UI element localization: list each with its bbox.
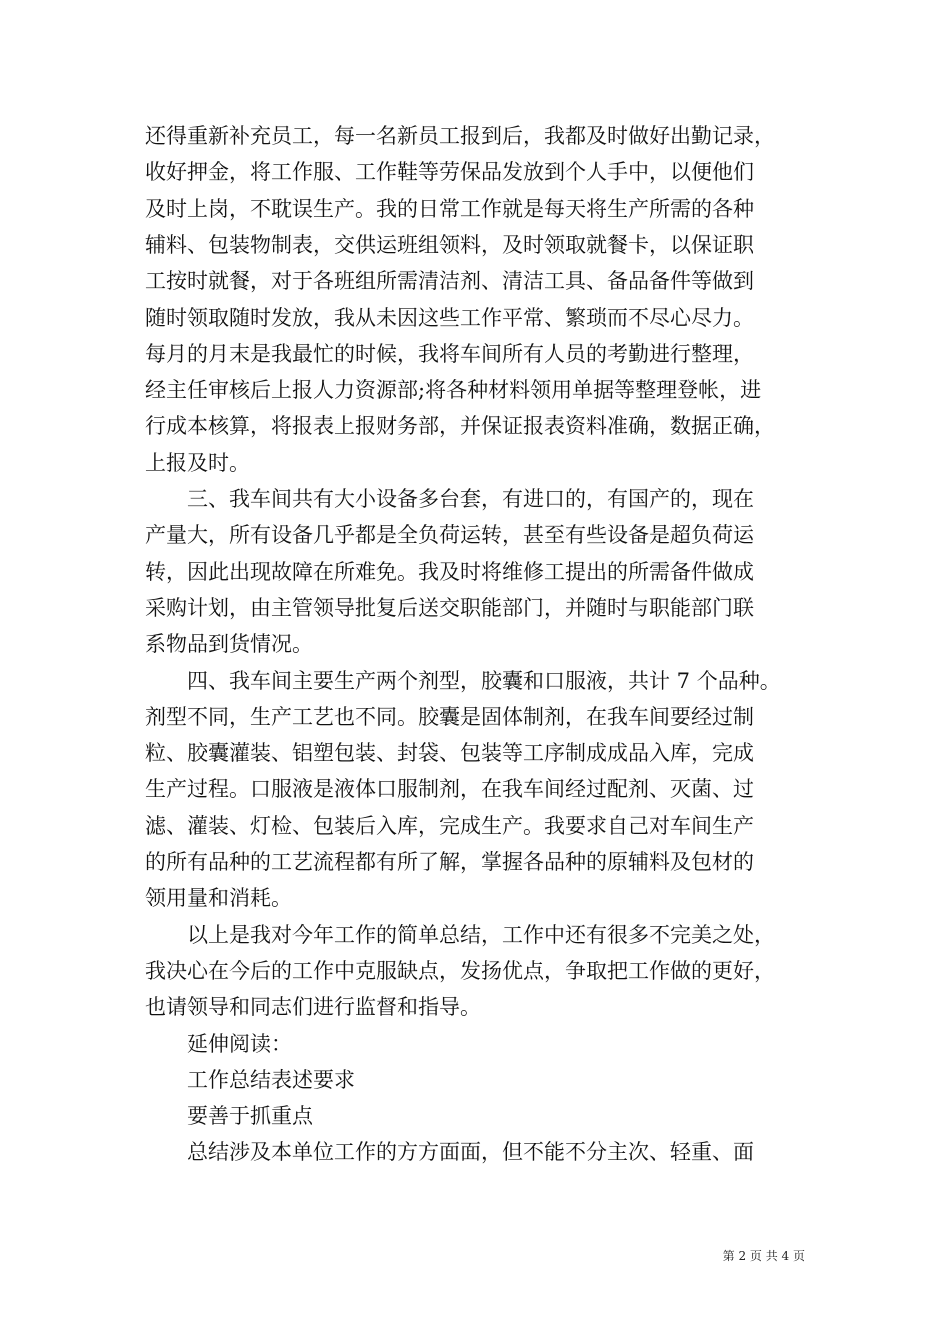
- text-line: 还得重新补充员工，每一名新员工报到后，我都及时做好出勤记录，: [145, 124, 775, 148]
- text-line: 及时上岗，不耽误生产。我的日常工作就是每天将生产所需的各种: [145, 196, 754, 221]
- text-line: 经主任审核后上报人力资源部;将各种材料领用单据等整理登帐，进: [145, 378, 762, 403]
- text-line: 剂型不同，生产工艺也不同。胶囊是固体制剂，在我车间要经过制: [145, 704, 754, 729]
- text-line: 三、我车间共有大小设备多台套，有进口的，有国产的，现在: [145, 487, 754, 511]
- text-line: 行成本核算，将报表上报财务部，并保证报表资料准确，数据正确，: [145, 414, 775, 439]
- text-line: 随时领取随时发放，我从未因这些工作平常、繁琐而不尽心尽力。: [145, 305, 754, 330]
- text-line: 收好押金，将工作服、工作鞋等劳保品发放到个人手中，以便他们: [145, 160, 754, 185]
- text-line: 的所有品种的工艺流程都有所了解，掌握各品种的原辅料及包材的: [145, 850, 754, 874]
- page-number-footer: 第 2 页 共 4 页: [722, 1249, 805, 1263]
- text-line: 工按时就餐，对于各班组所需清洁剂、清洁工具、备品备件等做到: [145, 269, 754, 294]
- text-line: 生产过程。口服液是液体口服制剂，在我车间经过配剂、灭菌、过: [145, 777, 754, 802]
- text-line: 我决心在今后的工作中克服缺点，发扬优点，争取把工作做的更好，: [145, 958, 775, 983]
- text-line: 领用量和消耗。: [145, 886, 292, 911]
- text-line: 延伸阅读：: [145, 1031, 292, 1056]
- text-line: 工作总结表述要求: [145, 1067, 355, 1092]
- text-line: 系物品到货情况。: [145, 632, 313, 657]
- text-line: 每月的月末是我最忙的时候，我将车间所有人员的考勤进行整理，: [145, 341, 754, 366]
- text-line: 粒、胶囊灌装、铝塑包装、封袋、包装等工序制成成品入库，完成: [145, 741, 754, 766]
- text-line: 要善于抓重点: [145, 1104, 313, 1129]
- text-line: 辅料、包装物制表，交供运班组领料，及时领取就餐卡，以保证职: [145, 232, 754, 257]
- text-line: 转，因此出现故障在所难免。我及时将维修工提出的所需备件做成: [145, 559, 754, 584]
- text-line: 产量大，所有设备几乎都是全负荷运转，甚至有些设备是超负荷运: [145, 523, 754, 548]
- text-line: 上报及时。: [145, 450, 250, 475]
- text-line: 滤、灌装、灯检、包装后入库，完成生产。我要求自己对车间生产: [145, 813, 754, 838]
- text-line: 采购计划，由主管领导批复后送交职能部门，并随时与职能部门联: [145, 595, 754, 620]
- text-line: 总结涉及本单位工作的方方面面，但不能不分主次、轻重、面: [145, 1140, 754, 1165]
- text-line: 也请领导和同志们进行监督和指导。: [145, 995, 481, 1020]
- text-line: 四、我车间主要生产两个剂型，胶囊和口服液，共计 7 个品种。: [145, 668, 781, 693]
- text-line: 以上是我对今年工作的简单总结，工作中还有很多不完美之处，: [145, 922, 775, 947]
